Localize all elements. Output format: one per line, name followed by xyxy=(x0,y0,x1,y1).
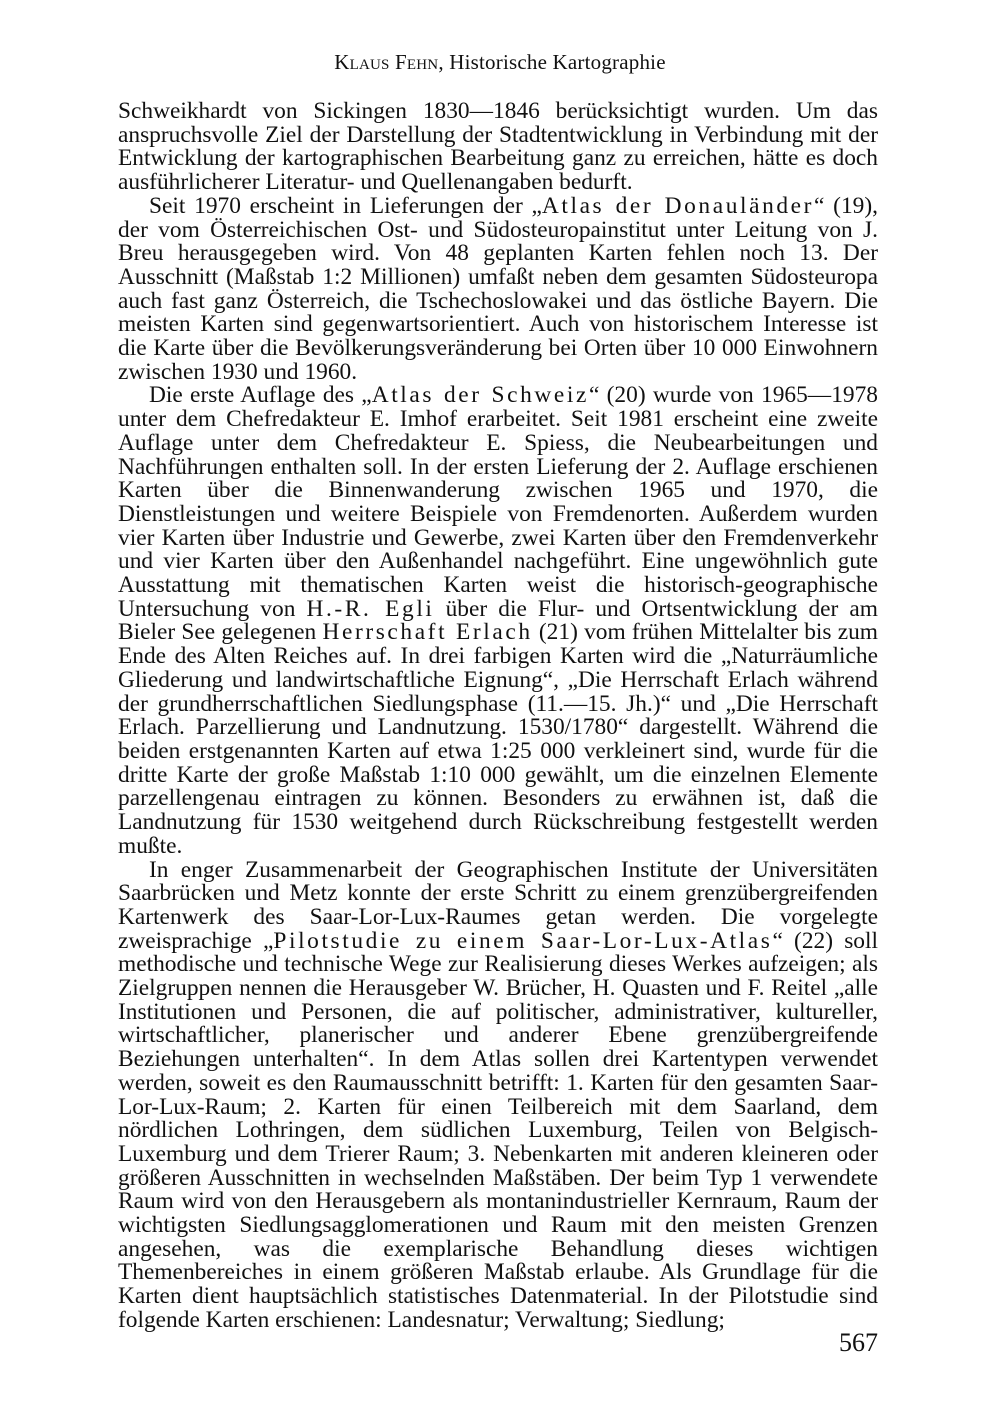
header-title: Historische Kartographie xyxy=(449,50,666,74)
text-run: Schweikhardt von Sickingen 1830—1846 berücksichtigt wurden. Um das anspruchsvolle Ziel der Darstellung der Stadtentwicklung in Verbindung mit der Entwicklung der kartographischen Bearbeitung ganz zu erreichen, hätte es doch ausführlicherer Literatur- und Quellenangaben bedurft. xyxy=(118,98,878,196)
text-run: Seit 1970 erscheint in Lieferungen der „ xyxy=(149,192,542,219)
spaced-title: Herrschaft Erlach xyxy=(322,619,533,646)
text-run: über die Flur- und Ortsentwicklung der am Bieler See gelegenen xyxy=(118,595,879,646)
spaced-title: H.-R. Egli xyxy=(306,595,435,622)
spaced-title: Atlas der Schweiz xyxy=(371,382,589,409)
text-run: “ (20) wurde von 1965—1978 unter dem Chefredakteur E. Imhof erarbeitet. Seit 1981 erscheint eine zweite Auflage unter dem Chefredakteur E. Spiess, die Neubearbeitungen und Nachführungen enthalten soll. In der ersten Lieferung der 2. Auflage erschienen Karten über die Binnenwanderung zwischen 1965 und 1970, die Dienstleistungen und weitere Beispiele von Fremdenorten. Außerdem wurden vier Karten über Industrie und Gewerbe, zwei Karten über den Fremdenverkehr und vier Karten über den Außenhandel nachgeführt. Eine ungewöhnlich gute Ausstattung mit thematischen Karten weist die historisch-geographische Untersuchung von xyxy=(118,382,878,622)
text-run: “ (22) soll methodische und technische Wege zur Realisierung dieses Werkes aufzeigen; als Zielgruppen nennen die Herausgeber W. Brücher, H. Quasten und F. Reitel „alle Institutionen und Personen, die auf politischer, administrativer, kultureller, wirtschaftlicher, planerischer und anderer Ebene grenzübergreifende Beziehungen unterhalten“. In dem Atlas sollen drei Kartentypen verwendet werden, soweit es den Raumausschnitt betrifft: 1. Karten für den gesamten Saar-Lor-Lux-Raum; 2. Karten für einen Teilbereich mit dem Saarland, dem nördlichen Lothringen, dem südlichen Luxemburg, Teilen von Belgisch-Luxemburg und dem Trierer Raum; 3. Nebenkarten mit anderen kleineren oder größeren Ausschnitten in wechselnden Maßstäben. Der beim Typ 1 verwendete Raum wird von den Herausgebern als montanindustrieller Kernraum, Raum der wichtigsten Siedlungsagglomerationen und Raum mit den meisten Grenzen angesehen, was die exemplarische Behandlung dieses wichtigen Themenbereiches in einem größeren Maßstab erlaube. Als Grundlage für die Karten dient hauptsächlich statistisches Datenmaterial. In der Pilotstudie sind folgende Karten erschienen: Landesnatur; Verwaltung; Siedlung; xyxy=(118,927,879,1333)
paragraph xyxy=(118,192,879,385)
spaced-title: Atlas der Donauländer xyxy=(541,192,815,219)
header-separator: , xyxy=(438,50,450,74)
paragraph xyxy=(118,100,878,195)
text-run: “ (19), der vom Österreichischen Ost- und Südosteuropainstitut unter Leitung von J. Breu herausgegeben wird. Von 48 geplanten Karten fehlen noch 13. Der Ausschnitt (Maßstab 1:2 Millionen) umfaßt neben dem gesamten Südosteuropa auch fast ganz Österreich, die Tschechoslowakei und das östliche Bayern. Die meisten Karten sind gegenwartsorientiert. Auch von historischem Interesse ist die Karte über die Bevölkerungsveränderung bei Orten über 10 000 Einwohnern zwischen 1930 und 1960. xyxy=(118,192,879,385)
paragraph xyxy=(118,384,878,858)
text-run: (21) vom frühen Mittelalter bis zum Ende des Alten Reiches auf. In drei farbigen Karten wird die „Naturräumliche Gliederung und landwirtschaftliche Eignung“, „Die Herrschaft Erlach während der grundherrschaftlichen Siedlungsphase (11.—15. Jh.)“ und „Die Herrschaft Erlach. Parzellierung und Landnutzung. 1530/1780“ dargestellt. Während die beiden erstgenannten Karten auf etwa 1:25 000 verkleinert sind, wurde für die dritte Karte der große Maßstab 1:10 000 gewählt, um die einzelnen Elemente parzellengenau eintragen zu können. Besonders zu erwähnen ist, daß die Landnutzung für 1530 weitgehend durch Rückschreibung festgestellt werden mußte. xyxy=(118,619,878,859)
header-author: Klaus Fehn xyxy=(334,50,439,74)
body-text xyxy=(118,100,878,1333)
page-number: 567 xyxy=(839,1328,878,1357)
paragraph xyxy=(118,856,879,1333)
text-run: In enger Zusammenarbeit der Geographischen Institute der Universitäten Saarbrücken und Metz konnte der erste Schritt zu einem grenzübergreifenden Kartenwerk des Saar-Lor-Lux-Raumes getan werden. Die vorgelegte zweisprachige „ xyxy=(118,856,878,954)
spaced-title: Pilotstudie zu einem Saar-Lor-Lux-Atlas xyxy=(273,927,773,954)
text-run: Die erste Auflage des „ xyxy=(149,382,372,409)
running-header xyxy=(0,50,1000,75)
